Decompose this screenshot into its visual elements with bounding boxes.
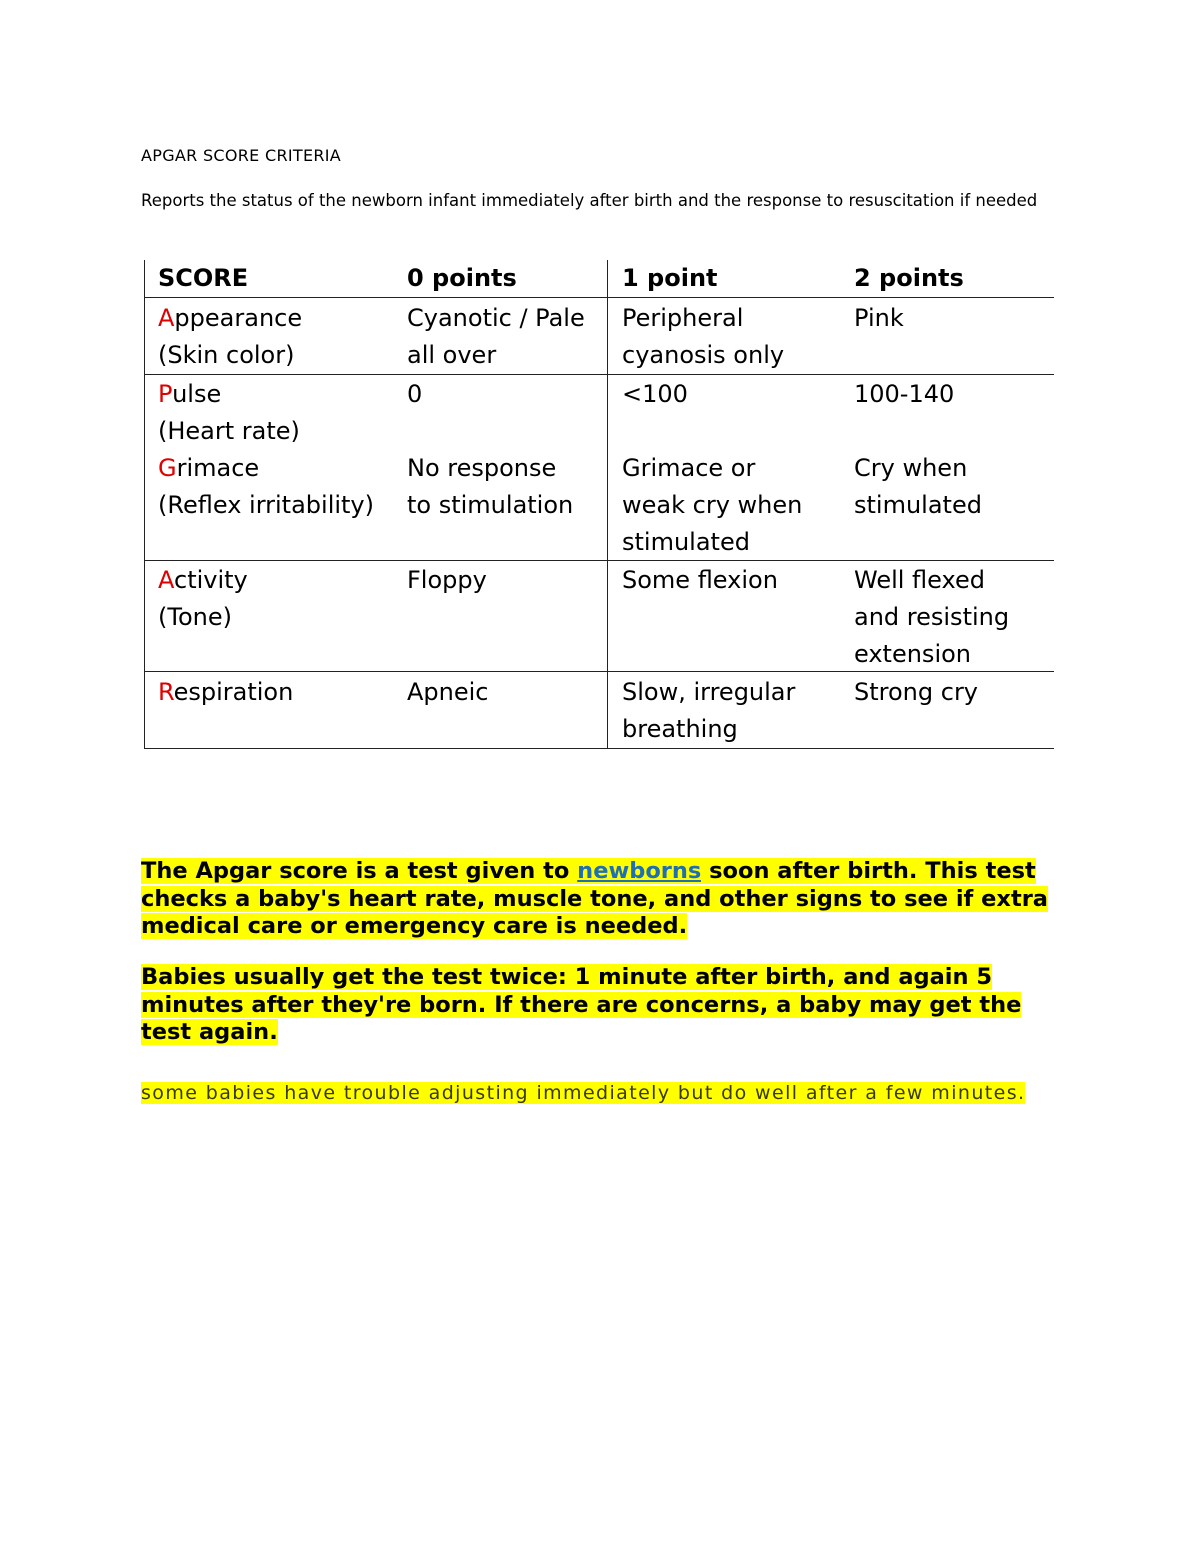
criterion-initial: G [158,454,177,482]
criterion-subtitle: (Heart rate) [158,417,300,445]
table-row-rule [144,560,1054,561]
criterion-label: rimace [176,454,260,482]
table-cell: Apneic [407,678,489,706]
note-paragraph-2 [141,964,1061,1047]
table-cell: Strong cry [854,678,979,706]
table-row-rule [144,374,1054,375]
table-cell: breathing [622,715,738,743]
table-cell: weak cry when [622,491,803,519]
table-cell: Grimace or [622,454,756,482]
table-cell: Some flexion [622,566,778,594]
criterion-subtitle: (Tone) [158,603,232,631]
criterion-label: ctivity [174,566,248,594]
criterion-respiration [158,674,293,711]
table-cell: cyanosis only [622,341,785,369]
table-bottom-rule [144,748,1054,749]
criterion-label: espiration [173,678,294,706]
table-cell: <100 [622,380,688,408]
table-cell: 0 [407,380,423,408]
criterion-initial: P [158,380,173,408]
table-cell: Cyanotic / Pale [407,304,585,332]
note-text: The Apgar score is a test given to [141,858,578,884]
table-cell: stimulated [854,491,982,519]
newborns-link[interactable]: newborns [577,858,702,884]
criterion-initial: A [158,304,175,332]
document-intro: Reports the status of the newborn infant immediately after birth and the response to resuscitation if needed [141,191,1038,210]
table-cell: stimulated [622,528,750,556]
table-left-border [144,260,145,749]
table-cell: Floppy [407,566,487,594]
criterion-initial: A [158,566,174,594]
table-cell: Pink [854,304,904,332]
table-cell: and resisting [854,603,1010,631]
table-cell: 100-140 [854,380,955,408]
table-column-divider [607,260,608,749]
table-cell: all over [407,341,497,369]
header-score: SCORE [158,264,249,292]
table-cell: Peripheral [622,304,744,332]
table-cell: Slow, irregular [622,678,796,706]
criterion-activity [158,562,248,599]
criterion-grimace [158,450,259,487]
table-cell: extension [854,640,971,668]
criterion-appearance [158,300,302,337]
note-paragraph-1 [141,858,1061,941]
header-two-points: 2 points [854,264,964,292]
criterion-label: ulse [172,380,222,408]
note-text: Babies usually get the test twice: 1 minute after birth, and again 5 minutes after they're born. If there are concerns, a baby may get the test again. [141,964,1022,1045]
document-title: APGAR SCORE CRITERIA [141,146,342,165]
table-header-rule [144,297,1054,298]
table-cell: Well flexed [854,566,985,594]
table-cell: No response [407,454,557,482]
note-text: soon after birth. This test checks a baby's heart rate, muscle tone, and other signs to see if extra medical care or emergency care is needed. [141,858,1048,939]
criterion-label: ppearance [174,304,303,332]
note-text: some babies have trouble adjusting immediately but do well after a few minutes. [141,1082,1026,1104]
criterion-pulse [158,376,221,413]
criterion-subtitle: (Reflex irritability) [158,491,374,519]
table-cell: to stimulation [407,491,574,519]
note-paragraph-3 [141,1080,1061,1107]
header-zero-points: 0 points [407,264,517,292]
criterion-subtitle: (Skin color) [158,341,295,369]
criterion-initial: R [158,678,174,706]
header-one-point: 1 point [622,264,718,292]
table-cell: Cry when [854,454,968,482]
apgar-table [144,260,1054,749]
